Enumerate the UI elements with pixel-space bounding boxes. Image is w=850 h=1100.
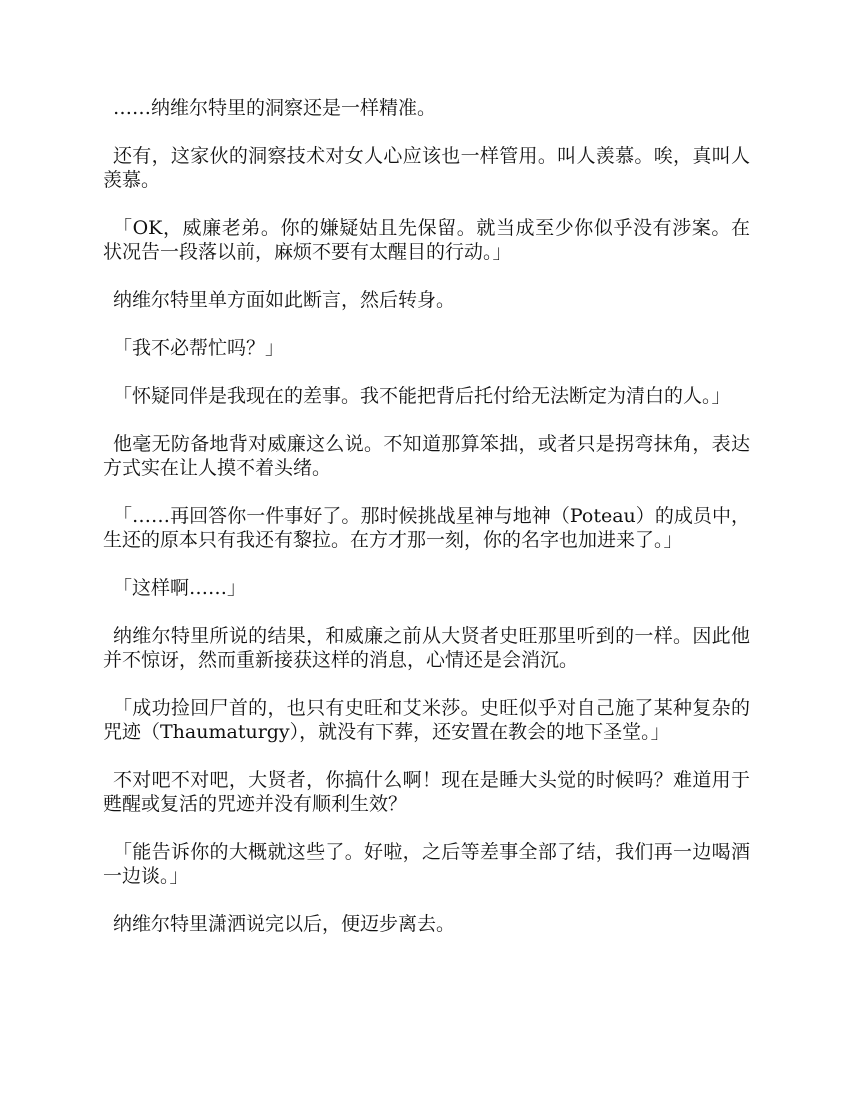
paragraph-10: 纳维尔特里所说的结果，和威廉之前从大贤者史旺那里听到的一样。因此他并不惊讶，然而重新接获这样的消息，心情还是会消沉。: [103, 625, 750, 671]
paragraph-11: 「成功捡回尸首的，也只有史旺和艾米莎。史旺似乎对自己施了某种复杂的咒迹（Thaumaturgy），就没有下葬，还安置在教会的地下圣堂。」: [103, 697, 750, 743]
paragraph-13: 「能告诉你的大概就这些了。好啦，之后等差事全部了结，我们再一边喝酒一边谈。」: [103, 841, 750, 887]
paragraph-14: 纳维尔特里潇洒说完以后，便迈步离去。: [113, 913, 456, 935]
paragraph-7: 他毫无防备地背对威廉这么说。不知道那算笨拙，或者只是拐弯抹角，表达方式实在让人摸不着头绪。: [103, 433, 750, 479]
paragraph-2: 还有，这家伙的洞察技术对女人心应该也一样管用。叫人羡慕。唉，真叫人羡慕。: [103, 145, 750, 191]
paragraph-3: 「OK，威廉老弟。你的嫌疑姑且先保留。就当成至少你似乎没有涉案。在状况告一段落以前，麻烦不要有太醒目的行动。」: [103, 217, 750, 263]
paragraph-6: 「怀疑同伴是我现在的差事。我不能把背后托付给无法断定为清白的人。」: [113, 385, 731, 407]
paragraph-1: ……纳维尔特里的洞察还是一样精准。: [113, 97, 437, 119]
paragraph-5: 「我不必帮忙吗？」: [113, 337, 285, 359]
paragraph-9: 「这样啊……」: [113, 577, 247, 599]
paragraph-4: 纳维尔特里单方面如此断言，然后转身。: [113, 289, 456, 311]
paragraph-12: 不对吧不对吧，大贤者，你搞什么啊！现在是睡大头觉的时候吗？难道用于甦醒或复活的咒迹并没有顺利生效？: [103, 769, 750, 815]
paragraph-8: 「……再回答你一件事好了。那时候挑战星神与地神（Poteau）的成员中，生还的原本只有我还有黎拉。在方才那一刻，你的名字也加进来了。」: [103, 505, 750, 551]
